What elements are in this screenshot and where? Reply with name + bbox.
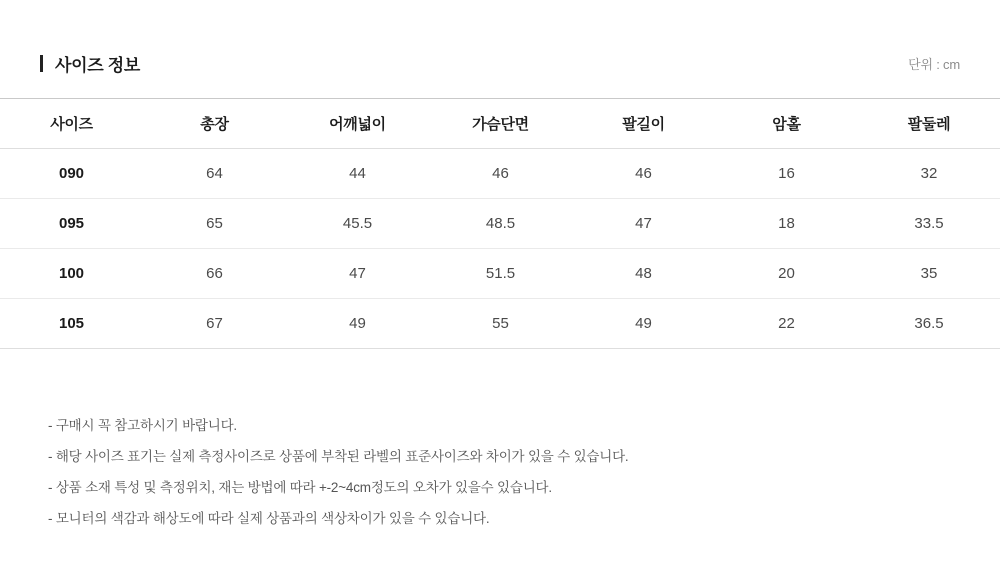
page-title <box>40 51 140 76</box>
cell-armhole: 16 <box>715 149 858 199</box>
note-line: - 해당 사이즈 표기는 실제 측정사이즈로 상품에 부착된 라벨의 표준사이즈와 차이가 있을 수 있습니다. <box>48 449 629 464</box>
cell-length: 64 <box>143 149 286 199</box>
cell-chest: 46 <box>429 149 572 199</box>
note-line: - 모니터의 색감과 해상도에 따라 실제 상품과의 색상차이가 있을 수 있습니다. <box>48 511 490 526</box>
note-line: - 상품 소재 특성 및 측정위치, 재는 방법에 따라 +-2~4cm정도의 오차가 있을수 있습니다. <box>48 480 552 495</box>
column-header-armcircumference: 팔둘레 <box>858 99 1000 149</box>
cell-armhole: 22 <box>715 299 858 349</box>
cell-armcircumference: 33.5 <box>858 199 1000 249</box>
table-row <box>0 199 1000 249</box>
table-row <box>0 249 1000 299</box>
cell-armhole: 18 <box>715 199 858 249</box>
column-header-length: 총장 <box>143 99 286 149</box>
cell-armcircumference: 32 <box>858 149 1000 199</box>
column-header-size: 사이즈 <box>0 99 143 149</box>
table-header <box>0 99 1000 149</box>
table-row <box>0 299 1000 349</box>
size-table <box>0 98 1000 349</box>
cell-armcircumference: 36.5 <box>858 299 1000 349</box>
cell-chest: 48.5 <box>429 199 572 249</box>
cell-size: 105 <box>0 299 143 349</box>
cell-shoulder: 44 <box>286 149 429 199</box>
cell-chest: 51.5 <box>429 249 572 299</box>
title-accent-bar <box>40 55 43 72</box>
cell-sleeve: 47 <box>572 199 715 249</box>
cell-shoulder: 47 <box>286 249 429 299</box>
cell-length: 66 <box>143 249 286 299</box>
size-table-container <box>0 98 1000 349</box>
notes-section <box>48 410 948 534</box>
table-row <box>0 149 1000 199</box>
cell-shoulder: 45.5 <box>286 199 429 249</box>
cell-shoulder: 49 <box>286 299 429 349</box>
cell-sleeve: 48 <box>572 249 715 299</box>
page-title-label: 사이즈 정보 <box>55 55 141 75</box>
column-header-chest: 가슴단면 <box>429 99 572 149</box>
cell-sleeve: 46 <box>572 149 715 199</box>
column-header-shoulder: 어깨넓이 <box>286 99 429 149</box>
cell-chest: 55 <box>429 299 572 349</box>
section-header <box>0 38 1000 88</box>
cell-size: 090 <box>0 149 143 199</box>
note-line: - 구매시 꼭 참고하시기 바랍니다. <box>48 418 237 433</box>
cell-length: 67 <box>143 299 286 349</box>
column-header-sleeve: 팔길이 <box>572 99 715 149</box>
cell-sleeve: 49 <box>572 299 715 349</box>
table-body <box>0 149 1000 349</box>
unit-label: 단위 : cm <box>908 56 960 72</box>
cell-armcircumference: 35 <box>858 249 1000 299</box>
column-header-armhole: 암홀 <box>715 99 858 149</box>
table-header-row <box>0 99 1000 149</box>
cell-armhole: 20 <box>715 249 858 299</box>
cell-length: 65 <box>143 199 286 249</box>
cell-size: 095 <box>0 199 143 249</box>
cell-size: 100 <box>0 249 143 299</box>
